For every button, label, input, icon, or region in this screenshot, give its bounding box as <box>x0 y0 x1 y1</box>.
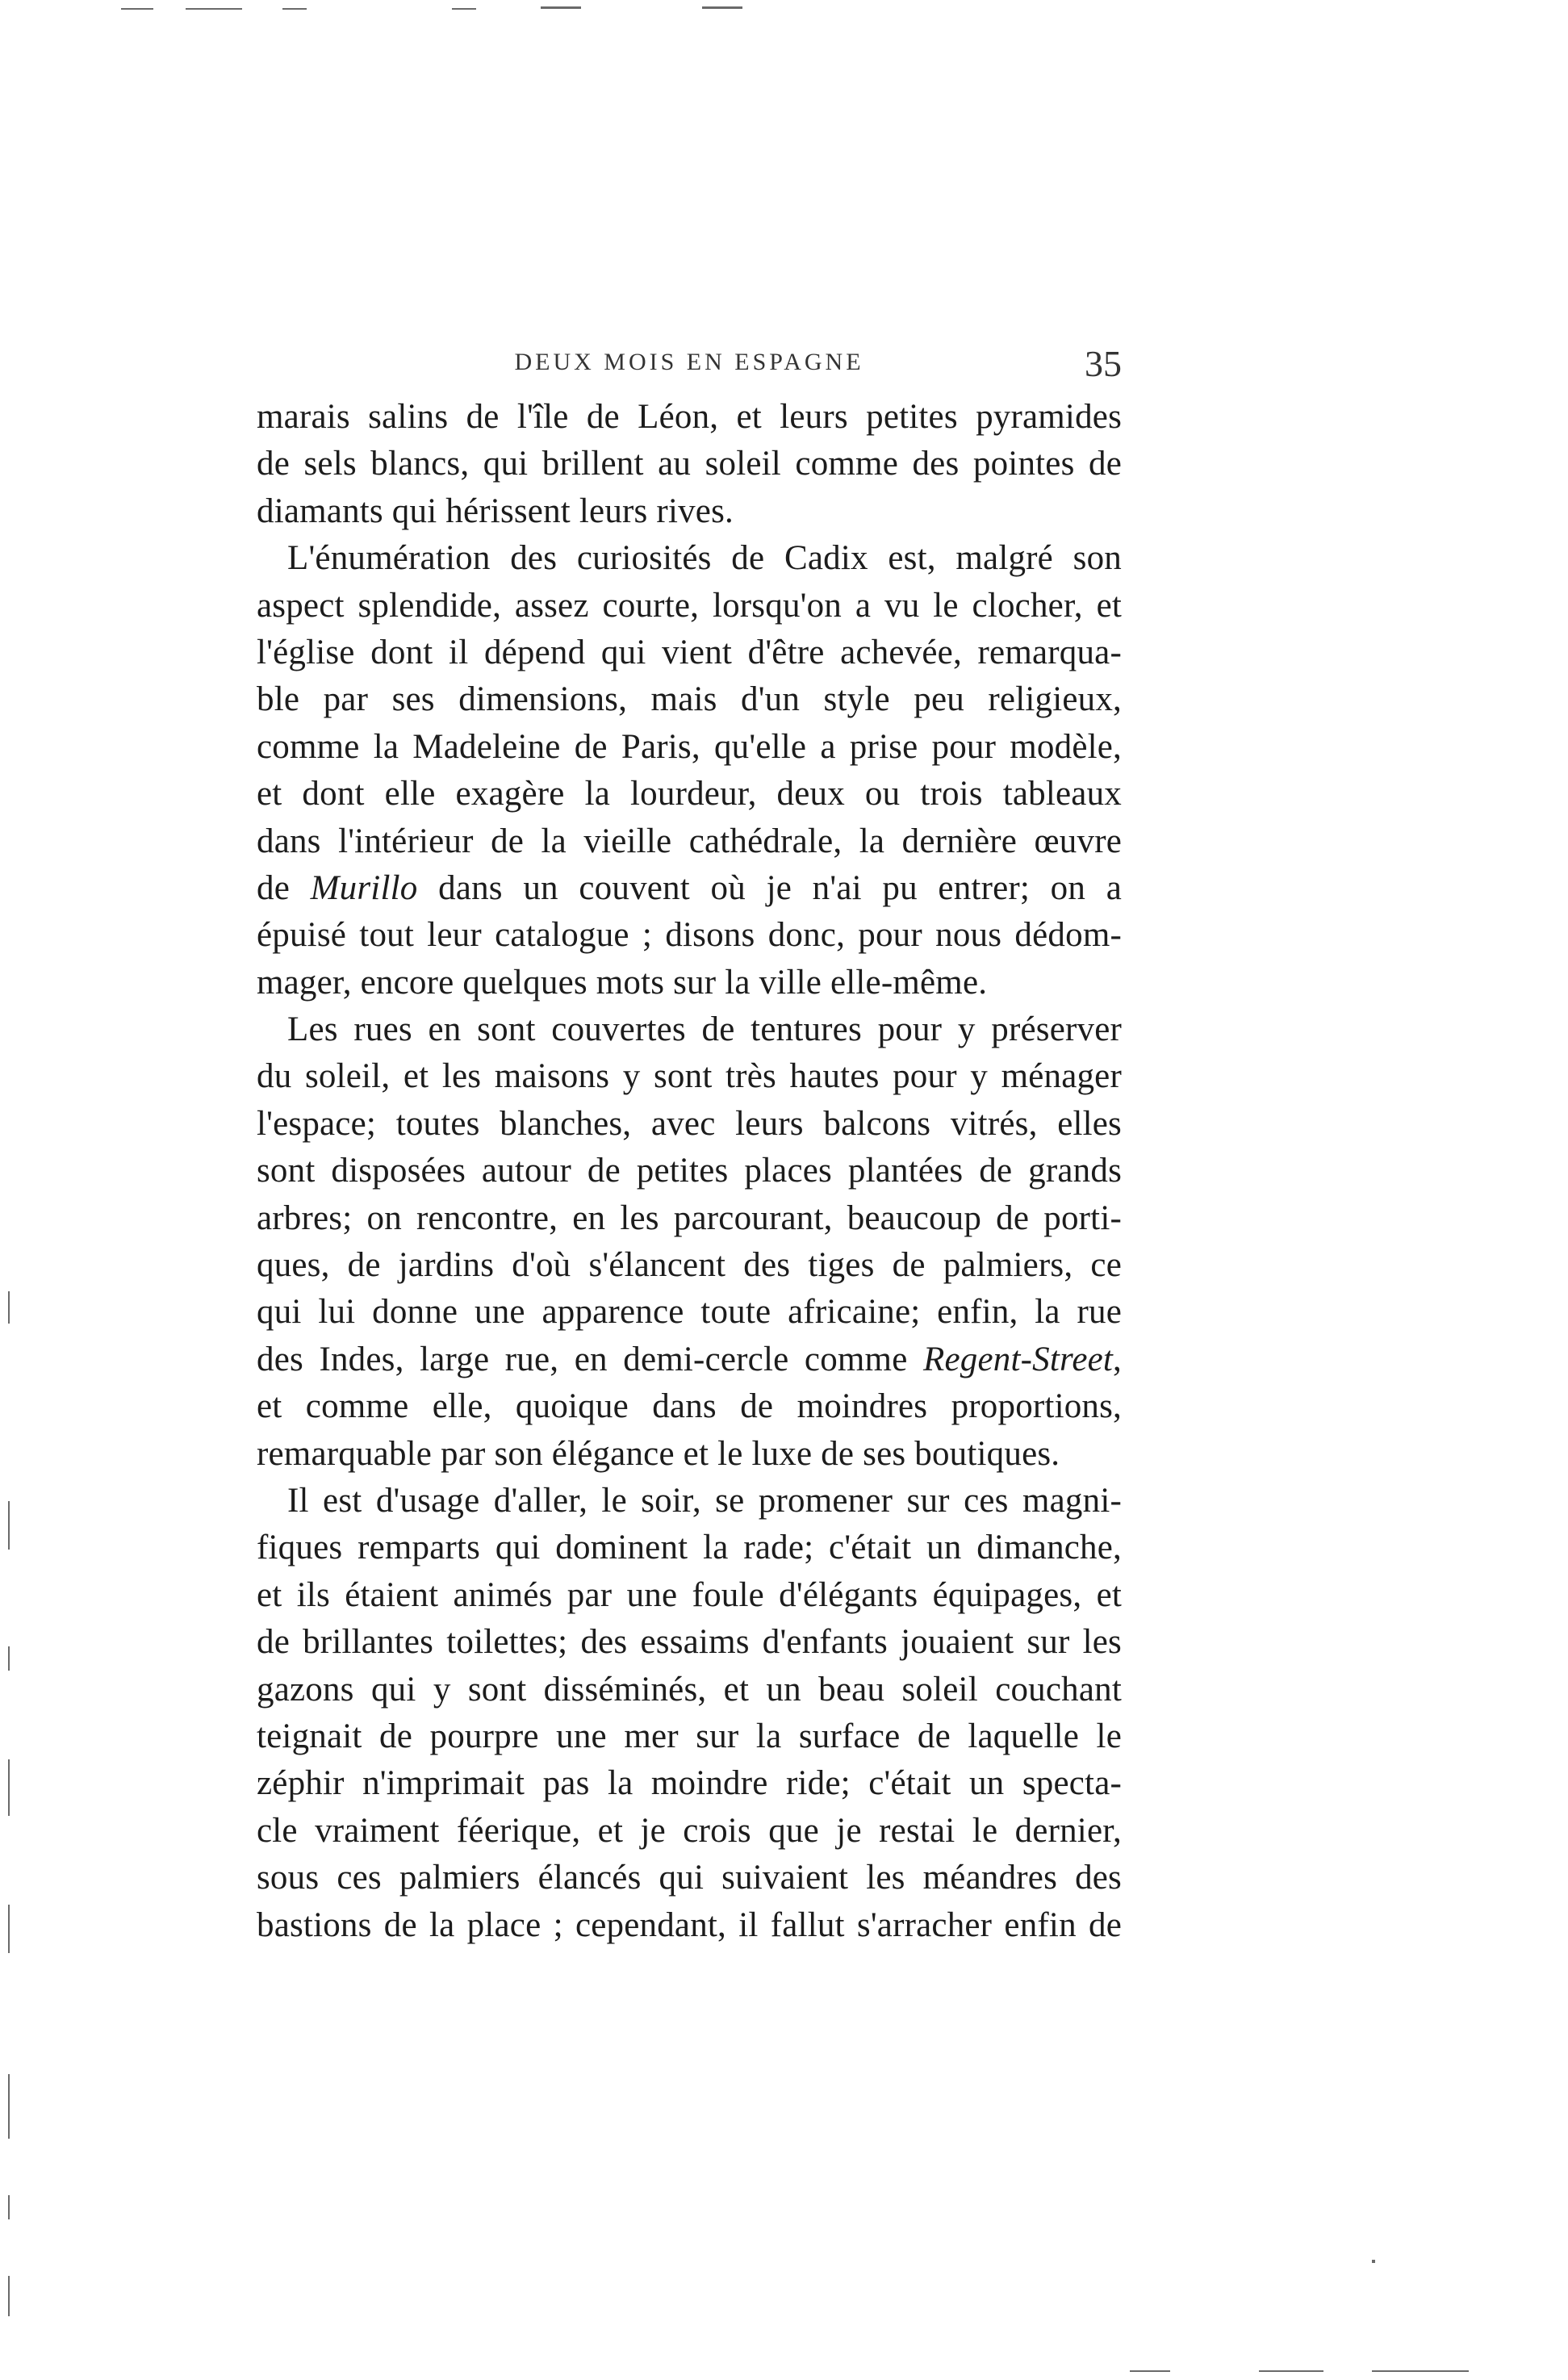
scan-artifact <box>8 1759 10 1816</box>
text-line: épuisé tout leur catalogue ; disons donc, pour nous dédom- <box>257 916 1122 955</box>
text-line: dans l'intérieur de la vieille cathédrale, la dernière œuvre <box>257 822 1122 860</box>
text-run: des Indes, large rue, en demi-cercle comme <box>257 1340 924 1378</box>
scan-artifact <box>702 6 742 9</box>
text-run: dans un couvent où je n'ai pu entrer; on a <box>417 868 1122 907</box>
text-line: remarquable par son élégance et le luxe de ses boutiques. <box>257 1434 1060 1473</box>
text-line: et dont elle exagère la lourdeur, deux ou trois tableaux <box>257 775 1122 814</box>
text-line: sont disposées autour de petites places plantées de grands <box>257 1152 1122 1190</box>
scan-artifact <box>8 2276 10 2316</box>
scan-artifact <box>8 2074 10 2139</box>
scan-artifact <box>8 1905 10 1953</box>
text-line: de brillantes toilettes; des essaims d'enfants jouaient sur les <box>257 1623 1122 1662</box>
body-text <box>257 394 1122 1949</box>
scan-artifact <box>8 1291 10 1324</box>
text-line: teignait de pourpre une mer sur la surface de laquelle le <box>257 1717 1122 1755</box>
text-line: Les rues en sont couvertes de tentures pour y préserver <box>287 1010 1122 1049</box>
scan-artifact <box>121 8 153 10</box>
text-line: L'énumération des curiosités de Cadix est, malgré son <box>287 539 1122 578</box>
text-line: ques, de jardins d'où s'élancent des tiges de palmiers, ce <box>257 1246 1122 1285</box>
text-line: sous ces palmiers élancés qui suivaient les méandres des <box>257 1859 1122 1897</box>
italic-name: Regent-Street <box>923 1340 1114 1378</box>
text-line: diamants qui hérissent leurs rives. <box>257 491 734 530</box>
text-line <box>257 865 1122 912</box>
text-run: de <box>257 868 311 907</box>
running-title: DEUX MOIS EN ESPAGNE <box>514 349 864 375</box>
scan-artifact <box>8 1646 10 1671</box>
text-line: aspect splendide, assez courte, lorsqu'on a vu le clocher, et <box>257 586 1122 625</box>
italic-name: Murillo <box>310 868 418 907</box>
text-line: qui lui donne une apparence toute africaine; enfin, la rue <box>257 1293 1122 1332</box>
scan-artifact <box>541 6 581 9</box>
scan-artifact <box>1372 2370 1469 2372</box>
text-line <box>257 1336 1122 1383</box>
text-line: l'espace; toutes blanches, avec leurs balcons vitrés, elles <box>257 1104 1122 1143</box>
scan-artifact <box>1130 2370 1170 2372</box>
text-line: l'église dont il dépend qui vient d'être achevée, remarqua- <box>257 633 1122 671</box>
text-line: fiques remparts qui dominent la rade; c'était un dimanche, <box>257 1529 1122 1567</box>
text-line: cle vraiment féerique, et je crois que je restai le dernier, <box>257 1811 1122 1850</box>
page-number: 35 <box>1085 343 1122 384</box>
scan-artifact <box>282 8 307 10</box>
scan-artifact <box>8 2195 10 2219</box>
scan-artifact <box>452 8 476 10</box>
text-line: du soleil, et les maisons y sont très hautes pour y ménager <box>257 1057 1122 1096</box>
scan-artifact <box>1259 2370 1323 2372</box>
text-line: mager, encore quelques mots sur la ville elle-même. <box>257 963 988 1002</box>
scan-artifact <box>8 1501 10 1550</box>
text-line: et ils étaient animés par une foule d'élégants équipages, et <box>257 1575 1122 1614</box>
text-line: de sels blancs, qui brillent au soleil comme des pointes de <box>257 445 1122 483</box>
text-line: comme la Madeleine de Paris, qu'elle a prise pour modèle, <box>257 727 1122 766</box>
text-line: ble par ses dimensions, mais d'un style peu religieux, <box>257 680 1122 719</box>
text-line: arbres; on rencontre, en les parcourant, beaucoup de porti- <box>257 1198 1122 1237</box>
page-header <box>257 339 1122 395</box>
scan-artifact <box>1372 2260 1375 2263</box>
text-line: Il est d'usage d'aller, le soir, se promener sur ces magni- <box>287 1481 1122 1520</box>
text-line: zéphir n'imprimait pas la moindre ride; c'était un specta- <box>257 1764 1122 1803</box>
text-line: marais salins de l'île de Léon, et leurs petites pyramides <box>257 398 1122 436</box>
text-line: gazons qui y sont disséminés, et un beau soleil couchant <box>257 1670 1122 1709</box>
scan-artifact <box>186 8 242 10</box>
text-line: bastions de la place ; cependant, il fallut s'arracher enfin de <box>257 1905 1122 1944</box>
text-line: et comme elle, quoique dans de moindres proportions, <box>257 1387 1122 1426</box>
text-run: , <box>1113 1340 1122 1378</box>
